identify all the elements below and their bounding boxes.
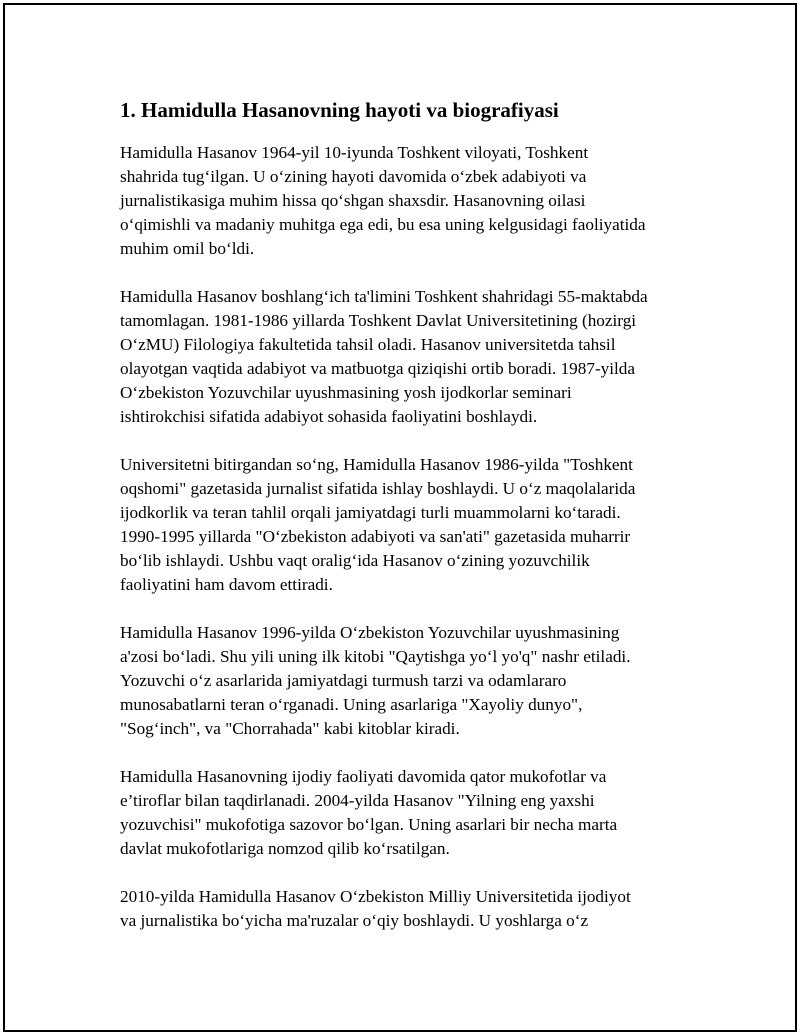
paragraph-teaching: 2010-yilda Hamidulla Hasanov O‘zbekiston Milliy Universitetida ijodiyot va jurnalistika bo‘yicha ma'ruzalar o‘qiy boshlaydi. U yoshlarga o‘z bbox=[120, 887, 631, 930]
section-heading: 1. Hamidulla Hasanovning hayoti va biografiyasi bbox=[120, 98, 559, 122]
document-page bbox=[3, 3, 797, 1032]
paragraph-early-life: Hamidulla Hasanov 1964-yil 10-iyunda Toshkent viloyati, Toshkent shahrida tug‘ilgan. U o‘zining hayoti davomida o‘zbek adabiyoti va jurnalistikasiga muhim hissa qo‘shgan shaxsdir. Hasanovning oilasi o‘qimishli va madaniy muhitga ega edi, bu esa uning kelgusidagi faoliyatida muhim omil bo‘ldi. bbox=[120, 143, 646, 258]
paragraph-writing-career: Hamidulla Hasanov 1996-yilda O‘zbekiston Yozuvchilar uyushmasining a'zosi bo‘ladi. Shu yili uning ilk kitobi "Qaytishga yo‘l yo'q" nashr etiladi. Yozuvchi o‘z asarlarida jamiyatdagi turmush tarzi va odamlararo munosabatlarni teran o‘rganadi. Uning asarlariga "Xayoliy dunyo", "Sog‘inch", va "Chorrahada" kabi kitoblar kiradi. bbox=[120, 623, 631, 738]
paragraph-education: Hamidulla Hasanov boshlang‘ich ta'limini Toshkent shahridagi 55-maktabda tamomlagan. 1981-1986 yillarda Toshkent Davlat Universitetining (hozirgi O‘zMU) Filologiya fakultetida tahsil oladi. Hasanov universitetda tahsil olayotgan vaqtida adabiyot va matbuotga qiziqishi ortib boradi. 1987-yilda O‘zbekiston Yozuvchilar uyushmasining yosh ijodkorlar seminari ishtirokchisi sifatida adabiyot sohasida faoliyatini boshlaydi. bbox=[120, 287, 648, 426]
paragraph-journalism: Universitetni bitirgandan so‘ng, Hamidulla Hasanov 1986-yilda "Toshkent oqshomi" gazetasida jurnalist sifatida ishlay boshlaydi. U o‘z maqolalarida ijodkorlik va teran tahlil orqali jamiyatdagi turli muammolarni ko‘taradi. 1990-1995 yillarda "O‘zbekiston adabiyoti va san'ati" gazetasida muharrir bo‘lib ishlaydi. Ushbu vaqt oralig‘ida Hasanov o‘zining yozuvchilik faoliyatini ham davom ettiradi. bbox=[120, 455, 636, 594]
paragraph-awards: Hamidulla Hasanovning ijodiy faoliyati davomida qator mukofotlar va e’tiroflar bilan taqdirlanadi. 2004-yilda Hasanov "Yilning eng yaxshi yozuvchisi" mukofotiga sazovor bo‘lgan. Uning asarlari bir necha marta davlat mukofotlariga nomzod qilib ko‘rsatilgan. bbox=[120, 767, 618, 858]
document-body bbox=[120, 97, 700, 957]
